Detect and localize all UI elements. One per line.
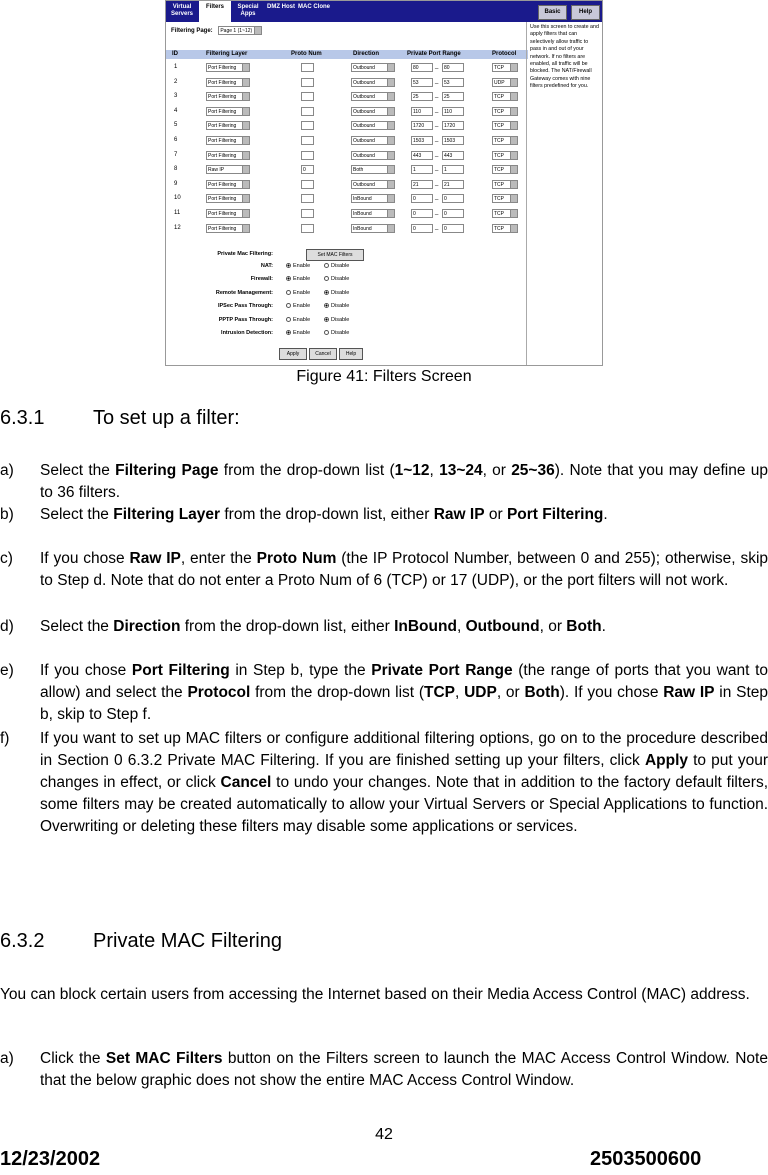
step-text [40,728,768,838]
range-separator: _ [435,136,439,142]
text-run: in Step b, type the [229,662,372,679]
radio-label: Enable [293,330,311,336]
text-run: If you chose [40,550,130,567]
bold-term: Outbound [465,618,540,635]
text-run: , enter the [180,550,257,567]
radio-circle[interactable] [324,290,329,295]
option-label: Firewall: [250,276,273,283]
bold-term: 25~36 [511,462,555,479]
range-separator: _ [435,194,439,201]
text-run: in Step b, skip to Step f. [40,684,768,723]
text-run: or [484,506,507,523]
protocol-select[interactable]: UDP [492,78,518,87]
port-from-input[interactable]: 1 [411,165,433,174]
tab-special-apps[interactable]: Special Apps [237,4,259,17]
filter-row [166,76,528,90]
range-separator: _ [435,121,439,128]
col-filtering-layer: Filtering Layer [206,51,248,57]
disable-radio[interactable] [324,290,349,296]
proto-num-input[interactable] [301,107,314,116]
filtering-layer-select[interactable]: Port Filtering [206,209,250,218]
radio-label: Disable [331,303,350,310]
radio-circle[interactable] [324,330,329,335]
range-separator: _ [435,150,439,157]
port-to-input[interactable]: 25 [442,92,464,101]
port-to-input[interactable]: 1720 [442,121,464,130]
step-text [40,1048,768,1092]
row-id: 6 [174,137,178,143]
range-separator: _ [435,92,439,99]
option-label: IPSec Pass Through: [217,303,273,310]
text-run: (the IP Protocol Number, between 0 and 255); otherwise, skip to Step d. Note that do not enter a Proto Num of 6 (TCP) or 17 (UDP), or the port filters will not work. [40,550,768,589]
tab-dmz-host[interactable]: DMZ Host [267,4,295,10]
text-run: to put your changes in effect, or click [40,752,768,791]
section-number: 6.3.2 [0,930,45,952]
port-from-input[interactable]: 0 [411,224,433,233]
section-title: Private MAC Filtering [93,930,282,952]
port-to-input[interactable]: 0 [442,224,464,233]
text-run: , or [539,618,567,635]
radio-label: Disable [331,330,350,336]
row-id: 5 [174,122,178,129]
filtering-layer-select[interactable]: Port Filtering [206,224,250,233]
bold-term: Apply [644,752,688,769]
direction-select[interactable]: Outbound [351,180,395,189]
direction-select[interactable]: Outbound [351,78,395,87]
port-to-input[interactable]: 443 [442,151,464,160]
cancel-button[interactable]: Cancel [309,348,337,360]
text-run: , [455,684,465,701]
filtering-page-row [171,26,262,35]
direction-select[interactable]: Outbound [351,121,395,130]
filter-row [166,207,528,221]
disable-radio[interactable] [324,317,349,323]
col-proto-num: Proto Num [291,51,322,57]
radio-label: Enable [293,289,311,296]
tab-virtual-servers[interactable]: Virtual Servers [170,4,194,17]
port-from-input[interactable]: 1503 [411,136,433,145]
radio-circle[interactable] [286,276,291,281]
help-tab-button[interactable]: Help [571,5,600,20]
radio-label: Disable [331,263,350,269]
text-run: , [429,462,440,479]
disable-radio[interactable] [324,330,349,336]
text-run: from the drop-down list ( [218,462,395,479]
port-from-input[interactable]: 80 [411,63,433,72]
filtering-layer-select[interactable]: Port Filtering [206,121,250,130]
radio-circle[interactable] [286,317,291,322]
footer-date: 12/23/2002 [0,1148,101,1170]
text-run: ). Note that you may define up to 36 filters. [40,462,768,501]
section-title: To set up a filter: [93,407,240,429]
help-panel [526,22,602,365]
col-protocol: Protocol [492,51,517,57]
step-label: a) [0,462,14,479]
tab-filters[interactable]: Filters [199,1,231,22]
text-run: from the drop-down list, either [220,506,434,523]
row-id: 10 [174,195,181,202]
filter-row [166,163,528,177]
step-label: d) [0,618,14,635]
step-label: e) [0,662,14,679]
bold-term: Cancel [220,774,272,791]
direction-select[interactable]: Both [351,165,395,174]
filter-row [166,134,528,148]
enable-radio[interactable] [286,317,310,323]
filtering-layer-select[interactable]: Raw IP [206,165,250,174]
footer-document-number: 2503500600 [590,1148,702,1170]
radio-label: Enable [293,316,311,323]
text-run: from the drop-down list, either [180,618,395,635]
filtering-layer-select[interactable]: Port Filtering [206,63,250,72]
proto-num-input[interactable] [301,194,314,203]
enable-radio[interactable] [286,330,310,336]
set-mac-filters-button[interactable]: Set MAC Filters [306,249,364,261]
direction-select[interactable]: InBound [351,209,395,218]
row-id: 4 [174,107,178,114]
protocol-select[interactable]: TCP [492,165,518,174]
range-separator: _ [435,63,439,69]
section-heading-6-3-1 [0,407,240,430]
port-to-input[interactable]: 1503 [442,136,464,145]
filter-row [166,90,528,104]
port-from-input[interactable]: 0 [411,194,433,203]
text-run: ). If you chose [559,684,664,701]
proto-num-input[interactable] [301,78,314,87]
bold-term: TCP [424,684,456,701]
row-id: 7 [174,151,178,158]
proto-num-input[interactable] [301,180,314,189]
bold-term: Set MAC Filters [105,1050,223,1067]
protocol-select[interactable]: TCP [492,136,518,145]
text-run: . [603,506,608,523]
text-run: , or [482,462,512,479]
filter-row [166,105,528,119]
figure-caption: Figure 41: Filters Screen [296,368,472,385]
port-from-input[interactable]: 110 [411,107,433,116]
row-id: 8 [174,166,178,173]
step-text [40,504,768,526]
protocol-select[interactable]: TCP [492,224,518,233]
bold-term: UDP [464,684,497,701]
text-run: Select the [40,618,114,635]
step-label: c) [0,550,13,567]
protocol-select[interactable]: TCP [492,180,518,189]
text-run: button on the Filters screen to launch the MAC Access Control Window. Note that the below graphic does not show the entire MAC Access Control Window. [40,1050,768,1089]
range-separator: _ [435,106,439,113]
protocol-select[interactable]: TCP [492,92,518,101]
filtering-layer-select[interactable]: Port Filtering [206,180,250,189]
text-run: Click the [40,1050,106,1067]
option-label: Intrusion Detection: [221,330,273,336]
port-to-input[interactable]: 0 [442,194,464,203]
protocol-select[interactable]: TCP [492,107,518,116]
radio-circle[interactable] [324,276,329,281]
range-separator: _ [435,223,439,230]
port-from-input[interactable]: 443 [411,151,433,160]
radio-label: Disable [331,316,350,323]
bold-term: Proto Num [256,550,337,567]
bold-term: Raw IP [663,684,715,701]
protocol-select[interactable]: TCP [492,151,518,160]
text-run: Select the [40,506,114,523]
port-to-input[interactable]: 1 [442,165,464,174]
port-to-input[interactable]: 53 [442,78,464,87]
proto-num-input[interactable] [301,63,314,72]
enable-radio[interactable] [286,290,310,296]
radio-circle[interactable] [286,330,291,335]
radio-circle[interactable] [324,317,329,322]
filter-row [166,222,528,236]
protocol-select[interactable]: TCP [492,63,518,72]
bold-term: 1~12 [394,462,430,479]
disable-radio[interactable] [324,263,349,269]
option-label: NAT: [260,263,273,269]
help-button[interactable]: Help [339,348,363,360]
range-separator: _ [435,209,439,215]
paragraph-text: You can block certain users from accessing the Internet based on their Media Access Control (MAC) address. [0,986,750,1003]
row-id: 12 [174,224,181,231]
direction-select[interactable]: Outbound [351,107,395,116]
radio-label: Enable [293,276,311,283]
port-to-input[interactable]: 110 [442,107,464,116]
help-text: Use this screen to create and apply filters that can selectively allow traffic to pass in and out of your network. If no filters are enabled, all traffic will be blocked. The NAT/Firewall Gateway comes with nine filters predefined for you. [530,24,599,90]
port-to-input[interactable]: 0 [442,209,464,218]
bold-term: Filtering Layer [113,506,221,523]
basic-button[interactable]: Basic [538,5,567,20]
proto-num-input[interactable] [301,121,314,130]
filtering-page-select[interactable]: Page 1 (1~12) [218,26,262,35]
step-label: b) [0,506,14,523]
port-from-input[interactable]: 25 [411,92,433,101]
proto-num-input[interactable] [301,224,314,233]
port-from-input[interactable]: 0 [411,209,433,218]
page-number: 42 [375,1126,393,1143]
filtering-layer-select[interactable]: Port Filtering [206,151,250,160]
range-separator: _ [435,165,439,172]
filters-screenshot [165,0,603,366]
section-number: 6.3.1 [0,407,45,429]
text-run: to undo your changes. Note that in addition to the factory default filters, some filters may be created automatically to allow your Virtual Servers or Special Applications to function. Overwriting or deleting these filters may disable some applications or services. [40,774,768,835]
step-text [40,660,768,726]
direction-select[interactable]: Outbound [351,136,395,145]
port-to-input[interactable]: 80 [442,63,464,72]
direction-select[interactable]: Outbound [351,151,395,160]
radio-label: Disable [331,276,350,283]
filter-row [166,149,528,163]
port-from-input[interactable]: 1720 [411,121,433,130]
bold-term: Both [524,684,560,701]
radio-label: Enable [293,263,311,269]
option-label: Remote Management: [215,289,273,296]
port-from-input[interactable]: 53 [411,78,433,87]
filtering-layer-select[interactable]: Port Filtering [206,78,250,87]
direction-select[interactable]: Outbound [351,63,395,72]
section-heading-6-3-2 [0,930,282,953]
radio-circle[interactable] [324,263,329,268]
radio-label: Disable [331,289,350,296]
step-label: f) [0,730,10,747]
private-mac-label: Private Mac Filtering: [217,251,273,257]
range-separator: _ [435,77,439,84]
bold-term: Raw IP [433,506,485,523]
text-run: (the range of ports that you want to allow) and select the [40,662,768,701]
bold-term: 13~24 [439,462,483,479]
row-id: 9 [174,180,178,187]
bold-term: Direction [113,618,181,635]
bold-term: InBound [394,618,457,635]
radio-circle[interactable] [324,303,329,308]
row-id: 3 [174,93,178,100]
option-label: PPTP Pass Through: [218,316,273,323]
radio-circle[interactable] [286,290,291,295]
bold-term: Both [566,618,602,635]
bold-term: Raw IP [129,550,181,567]
port-from-input[interactable]: 21 [411,180,433,189]
tab-mac-clone[interactable]: MAC Clone [298,4,330,10]
text-run: from the drop-down list ( [250,684,425,701]
proto-num-input[interactable] [301,209,314,218]
tab-bar [166,1,602,22]
filter-row [166,192,528,206]
filter-row [166,119,528,133]
col-private-port-range: Private Port Range [407,51,461,57]
enable-radio[interactable] [286,276,310,282]
text-run: , [456,618,466,635]
port-to-input[interactable]: 21 [442,180,464,189]
disable-radio[interactable] [324,303,349,309]
row-id: 11 [174,210,181,216]
filter-row [166,178,528,192]
filter-table-header [166,50,528,59]
bold-term: Filtering Page [115,462,219,479]
row-id: 1 [174,64,178,70]
direction-select[interactable]: InBound [351,194,395,203]
filtering-layer-select[interactable]: Port Filtering [206,92,250,101]
filtering-layer-select[interactable]: Port Filtering [206,194,250,203]
proto-num-input[interactable]: 0 [301,165,314,174]
row-id: 2 [174,78,178,85]
step-text [40,460,768,504]
text-run: If you chose [40,662,132,679]
apply-button[interactable]: Apply [279,348,307,360]
proto-num-input[interactable] [301,151,314,160]
range-separator: _ [435,179,439,186]
disable-radio[interactable] [324,276,349,282]
filtering-page-label: Filtering Page: [171,28,213,35]
step-label: a) [0,1050,14,1067]
col-id: ID [172,51,178,57]
protocol-select[interactable]: TCP [492,209,518,218]
radio-circle[interactable] [286,303,291,308]
text-run: Select the [40,462,116,479]
radio-label: Enable [293,303,311,310]
bold-term: Protocol [187,684,251,701]
filter-row [166,61,528,75]
direction-select[interactable]: InBound [351,224,395,233]
filtering-layer-select[interactable]: Port Filtering [206,107,250,116]
protocol-select[interactable]: TCP [492,194,518,203]
proto-num-input[interactable] [301,92,314,101]
bold-term: Private Port Range [371,662,513,679]
proto-num-input[interactable] [301,136,314,145]
bold-term: Port Filtering [131,662,230,679]
enable-radio[interactable] [286,263,310,269]
text-run: , or [496,684,525,701]
step-text [40,548,768,592]
radio-circle[interactable] [286,263,291,268]
protocol-select[interactable]: TCP [492,121,518,130]
text-run: If you want to set up MAC filters or configure additional filtering options, go on to the procedure described in Section 0 6.3.2 Private MAC Filtering. If you are finished setting up your filters, click [40,730,768,769]
text-run: . [601,618,606,635]
enable-radio[interactable] [286,303,310,309]
step-text [40,616,768,638]
direction-select[interactable]: Outbound [351,92,395,101]
filtering-layer-select[interactable]: Port Filtering [206,136,250,145]
col-direction: Direction [353,51,380,57]
bold-term: Port Filtering [506,506,604,523]
